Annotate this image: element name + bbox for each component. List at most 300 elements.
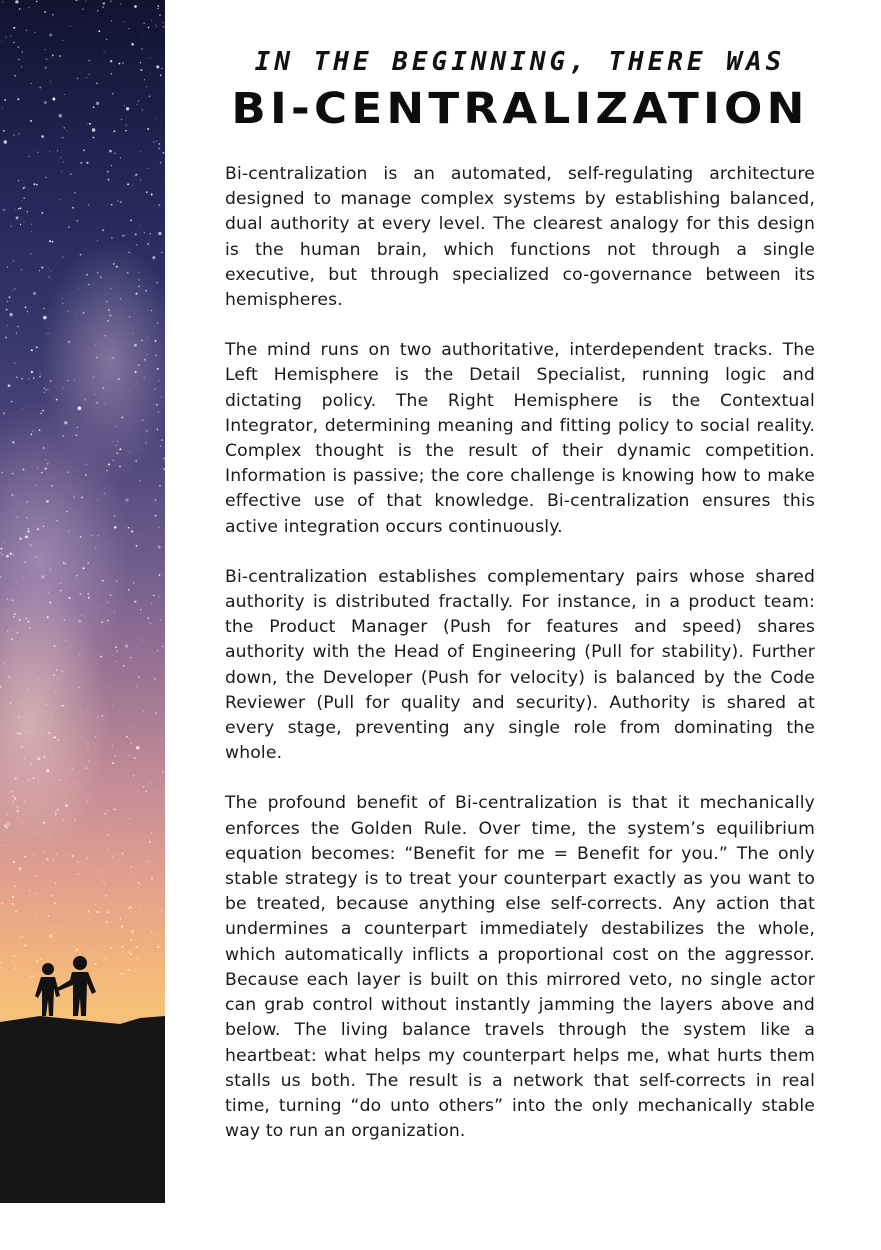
star [61, 171, 62, 172]
star [151, 931, 153, 933]
star [148, 168, 149, 169]
star [104, 883, 106, 885]
star [150, 57, 151, 58]
star [104, 493, 105, 494]
star [115, 426, 116, 427]
star [100, 277, 101, 278]
star [37, 152, 38, 153]
star [2, 209, 3, 210]
star [21, 378, 22, 379]
star [139, 480, 141, 482]
star [153, 705, 154, 706]
star [116, 266, 118, 268]
star [115, 661, 116, 662]
star [160, 162, 162, 164]
star [63, 161, 64, 162]
star [24, 801, 25, 802]
star [46, 58, 48, 60]
star [124, 21, 125, 22]
star [59, 114, 62, 117]
star [114, 611, 115, 612]
star [138, 887, 139, 888]
star [70, 26, 71, 27]
star [43, 526, 44, 527]
star [124, 235, 125, 236]
star [156, 140, 157, 141]
star [160, 909, 161, 910]
star [129, 452, 130, 453]
article [225, 40, 815, 1169]
star [37, 467, 38, 468]
star [29, 890, 30, 891]
star [16, 333, 17, 334]
star [158, 789, 159, 790]
star [147, 969, 148, 970]
star [76, 0, 78, 1]
star [30, 976, 31, 977]
star [158, 596, 159, 597]
star [13, 861, 15, 863]
star [20, 224, 21, 225]
star [52, 758, 53, 759]
star [18, 59, 19, 60]
star [145, 791, 147, 793]
star [102, 387, 103, 388]
star [109, 686, 110, 687]
star [13, 555, 14, 556]
star [120, 298, 122, 300]
star [49, 240, 51, 242]
star [24, 945, 26, 947]
star [130, 953, 132, 955]
star [80, 254, 82, 256]
star [88, 284, 90, 286]
star [40, 412, 42, 414]
star [128, 534, 129, 535]
star [54, 736, 56, 738]
star [30, 120, 32, 122]
star [48, 389, 49, 390]
star [82, 8, 84, 10]
star [36, 346, 38, 348]
star [34, 413, 35, 414]
star [2, 1, 3, 2]
star [14, 362, 15, 363]
star [78, 0, 79, 1]
star [151, 832, 152, 833]
star [28, 7, 29, 8]
star [106, 470, 108, 472]
star [12, 473, 13, 474]
star [158, 411, 159, 412]
star [148, 310, 149, 311]
star [60, 583, 61, 584]
star [63, 820, 64, 821]
star [129, 755, 131, 757]
star [47, 333, 48, 334]
star [105, 813, 106, 814]
star [156, 933, 157, 934]
star [73, 200, 74, 201]
star [34, 833, 35, 834]
star [102, 715, 104, 717]
star [158, 527, 159, 528]
star [14, 75, 16, 77]
star [128, 951, 130, 953]
star [88, 60, 90, 62]
star [15, 209, 16, 210]
star [61, 932, 62, 933]
star [13, 42, 14, 43]
star [6, 300, 8, 302]
star [32, 431, 33, 432]
star [140, 609, 141, 610]
star [28, 688, 29, 689]
star [22, 200, 23, 201]
star [136, 746, 139, 749]
star [108, 309, 110, 311]
star [134, 344, 137, 347]
star [100, 656, 102, 658]
star [158, 204, 160, 206]
star [155, 499, 157, 501]
star [46, 769, 49, 772]
star [107, 834, 109, 836]
star [55, 692, 56, 693]
star [19, 537, 22, 540]
star [86, 464, 87, 465]
star [23, 468, 25, 470]
star [59, 55, 61, 57]
star [159, 574, 161, 576]
star [27, 311, 28, 312]
star [97, 10, 99, 12]
star [137, 958, 138, 959]
star [74, 192, 75, 193]
star [130, 219, 132, 221]
star [85, 826, 86, 827]
star [63, 387, 64, 388]
star [136, 244, 138, 246]
star [40, 959, 41, 960]
star [0, 552, 1, 553]
couple-silhouette [35, 956, 96, 1016]
star [154, 388, 156, 390]
star [102, 580, 104, 582]
star [122, 946, 124, 948]
star [96, 83, 98, 85]
star [16, 377, 17, 378]
star [116, 452, 118, 454]
star [156, 667, 157, 668]
star [42, 945, 43, 946]
night-sky-silhouette-icon [0, 0, 165, 1203]
star [17, 326, 18, 327]
star [144, 377, 145, 378]
star [42, 410, 44, 412]
star [64, 127, 65, 128]
star [32, 975, 34, 977]
star [110, 947, 112, 949]
star [135, 174, 137, 176]
star [5, 337, 7, 339]
star [57, 927, 58, 928]
star [19, 133, 20, 134]
star [136, 686, 137, 687]
star [73, 496, 75, 498]
star [36, 961, 38, 963]
star [2, 554, 4, 556]
star [13, 495, 14, 496]
star [115, 646, 117, 648]
star [139, 748, 140, 749]
star [79, 654, 80, 655]
star [43, 316, 47, 320]
page-subtitle: IN THE BEGINNING, THERE WAS [254, 47, 786, 77]
star [48, 268, 49, 269]
star [4, 209, 6, 211]
star [144, 359, 146, 361]
page-title: BI-CENTRALIZATION [231, 84, 809, 134]
star [2, 903, 4, 905]
star [77, 873, 79, 875]
star [7, 325, 8, 326]
star [113, 357, 114, 358]
star [68, 226, 70, 228]
star [81, 497, 83, 499]
star [147, 354, 148, 355]
star [87, 123, 88, 124]
star [89, 918, 90, 919]
star [31, 224, 32, 225]
star [143, 23, 144, 24]
star [80, 162, 82, 164]
star [74, 380, 75, 381]
star [134, 601, 136, 603]
star [88, 204, 90, 206]
star [138, 364, 140, 366]
star [147, 243, 149, 245]
star [104, 958, 105, 959]
star [101, 621, 103, 623]
star [143, 711, 144, 712]
star [25, 618, 27, 620]
star [31, 434, 33, 436]
star [114, 865, 115, 866]
star [57, 150, 58, 151]
star [45, 177, 47, 179]
star [135, 175, 136, 176]
star [20, 733, 22, 735]
star [12, 290, 13, 291]
star [78, 862, 79, 863]
star [0, 962, 1, 963]
star [52, 241, 54, 243]
star [158, 546, 161, 549]
star [74, 819, 76, 821]
star [6, 309, 8, 311]
star [77, 220, 79, 222]
star [10, 702, 12, 704]
star [51, 270, 52, 271]
star [86, 801, 87, 802]
star [129, 969, 131, 971]
star [144, 79, 145, 80]
star [78, 620, 81, 623]
star [107, 320, 109, 322]
star [35, 556, 36, 557]
star [22, 219, 23, 220]
star [19, 207, 21, 209]
star [52, 98, 55, 101]
star [44, 851, 45, 852]
star [83, 312, 85, 314]
star [71, 768, 73, 770]
star [76, 575, 77, 576]
star [127, 183, 129, 185]
star [88, 760, 89, 761]
star [140, 179, 141, 180]
star [95, 547, 96, 548]
star [40, 806, 41, 807]
star [106, 301, 107, 302]
star [83, 567, 85, 569]
star [64, 793, 65, 794]
star [95, 963, 97, 965]
star [109, 314, 111, 316]
star [128, 589, 130, 591]
star [159, 14, 161, 16]
article-body [225, 162, 815, 1144]
star [117, 441, 118, 442]
star [31, 763, 32, 764]
star [155, 515, 157, 517]
star [12, 599, 14, 601]
star [142, 37, 143, 38]
star [25, 536, 28, 539]
star [107, 171, 109, 173]
star [141, 48, 143, 50]
star [161, 739, 162, 740]
star [31, 349, 33, 351]
star [54, 902, 56, 904]
star [146, 191, 148, 193]
star [45, 468, 47, 470]
star [17, 516, 19, 518]
star [111, 237, 113, 239]
star [21, 746, 22, 747]
star [76, 434, 78, 436]
star [89, 123, 91, 125]
star [23, 936, 24, 937]
star [71, 855, 74, 858]
star [44, 101, 47, 104]
star [163, 22, 164, 23]
star [48, 592, 49, 593]
star [162, 646, 164, 648]
star [113, 263, 114, 264]
star [67, 471, 68, 472]
star [125, 644, 128, 647]
paragraph: Bi-centralization establishes complementary pairs whose shared authority is distributed fractally. For instance, in a product team: the Product Manager (Push for features and speed) shares authority with the Head of Engineering (Pull for stability). Further down, the Developer (Push for velocity) is balanced by the Code Reviewer (Pull for quality and security). Authority is shared at every stage, preventing any single role from dominating the whole. [225, 566, 815, 764]
star [65, 804, 68, 807]
star [16, 806, 18, 808]
star [11, 226, 12, 227]
star [12, 791, 14, 793]
star [155, 24, 156, 25]
star [49, 276, 50, 277]
star [50, 81, 51, 82]
star [68, 311, 69, 312]
star [7, 266, 9, 268]
star [34, 32, 36, 34]
star [77, 427, 78, 428]
side-image-panel [0, 0, 165, 1203]
star [1, 844, 3, 846]
star [30, 253, 31, 254]
star [129, 316, 130, 317]
star [87, 746, 89, 748]
star [11, 401, 13, 403]
star [120, 3, 121, 4]
star [42, 863, 43, 864]
star [115, 808, 117, 810]
star [86, 767, 88, 769]
star [43, 756, 45, 758]
star [142, 640, 143, 641]
star [15, 0, 18, 3]
star [138, 882, 140, 884]
star [49, 33, 52, 36]
star [86, 857, 88, 859]
star [88, 593, 89, 594]
star [24, 758, 25, 759]
star [41, 472, 42, 473]
star [107, 825, 108, 826]
star [23, 221, 24, 222]
star [164, 458, 165, 459]
star [161, 252, 162, 253]
star [113, 809, 115, 811]
star [82, 814, 83, 815]
star [121, 973, 123, 975]
star [100, 733, 101, 734]
star [108, 911, 110, 913]
star [49, 732, 51, 734]
star [13, 134, 15, 136]
star [37, 720, 38, 721]
star [37, 528, 39, 530]
star [133, 842, 134, 843]
star [36, 1, 37, 2]
star [161, 68, 162, 69]
star [111, 73, 113, 75]
star [135, 233, 137, 235]
star [140, 151, 141, 152]
star [15, 911, 17, 913]
star [8, 296, 10, 298]
star [130, 866, 132, 868]
star [12, 795, 14, 797]
star [35, 485, 36, 486]
star [131, 43, 134, 46]
star [4, 140, 7, 143]
star [133, 582, 134, 583]
star [44, 387, 45, 388]
star [53, 860, 54, 861]
star [149, 95, 151, 97]
star [92, 128, 96, 132]
